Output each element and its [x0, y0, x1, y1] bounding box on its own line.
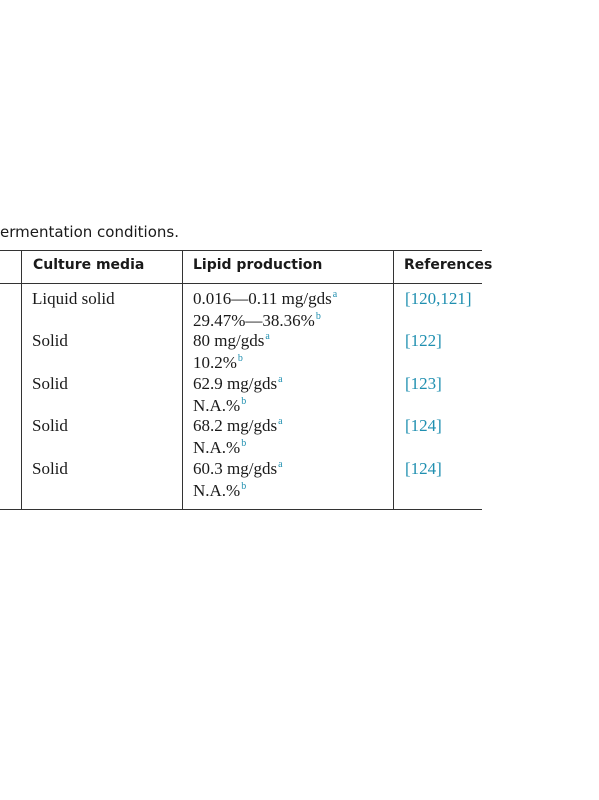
cell-lipid-percentage — [193, 396, 246, 416]
footnote-marker[interactable]: b — [237, 353, 243, 364]
lipid-value: 62.9 mg/gds — [193, 374, 278, 393]
reference-link[interactable]: [123] — [405, 374, 442, 393]
cell-culture-media: Solid — [32, 331, 68, 350]
table-bottom-rule — [0, 509, 482, 510]
lipid-percent: 29.47%—38.36% — [193, 311, 315, 330]
lipid-percent: N.A.% — [193, 438, 241, 457]
lipid-percent: N.A.% — [193, 481, 241, 500]
cell-culture-media: Solid — [32, 374, 68, 393]
column-divider — [21, 250, 22, 510]
footnote-marker[interactable]: a — [265, 331, 270, 342]
cell-culture-media: Solid — [32, 459, 68, 478]
reference-link[interactable]: [120,121] — [405, 289, 472, 308]
cell-culture-media: Liquid solid — [32, 289, 115, 308]
cell-lipid-percentage — [193, 481, 246, 501]
footnote-marker[interactable]: b — [241, 481, 247, 492]
lipid-value: 80 mg/gds — [193, 331, 265, 350]
footnote-marker[interactable]: a — [278, 416, 283, 427]
reference-link[interactable]: [122] — [405, 331, 442, 350]
footnote-marker[interactable]: a — [278, 459, 283, 470]
footnote-marker[interactable]: b — [315, 311, 321, 322]
lipid-percent: 10.2% — [193, 353, 237, 372]
lipid-value: 60.3 mg/gds — [193, 459, 278, 478]
column-divider — [182, 250, 183, 510]
lipid-value: 0.016—0.11 mg/gds — [193, 289, 332, 308]
cell-lipid-production — [193, 289, 337, 309]
footnote-marker[interactable]: a — [278, 374, 283, 385]
table-caption: ermentation conditions. — [0, 223, 179, 241]
table-header-rule — [0, 283, 482, 284]
lipid-percent: N.A.% — [193, 396, 241, 415]
cell-lipid-production — [193, 331, 270, 351]
cell-lipid-production — [193, 416, 283, 436]
cell-lipid-production — [193, 374, 283, 394]
header-culture-media: Culture media — [33, 257, 145, 273]
lipid-value: 68.2 mg/gds — [193, 416, 278, 435]
cell-lipid-production — [193, 459, 283, 479]
column-divider — [393, 250, 394, 510]
cell-lipid-percentage — [193, 438, 246, 458]
cell-culture-media: Solid — [32, 416, 68, 435]
data-table — [0, 250, 493, 510]
header-references: References — [404, 257, 493, 273]
cell-lipid-percentage — [193, 311, 321, 331]
header-lipid-production: Lipid production — [193, 257, 323, 273]
cell-lipid-percentage — [193, 353, 243, 373]
footnote-marker[interactable]: b — [241, 438, 247, 449]
reference-link[interactable]: [124] — [405, 459, 442, 478]
reference-link[interactable]: [124] — [405, 416, 442, 435]
footnote-marker[interactable]: a — [332, 289, 338, 300]
table-top-rule — [0, 250, 482, 251]
footnote-marker[interactable]: b — [241, 396, 247, 407]
